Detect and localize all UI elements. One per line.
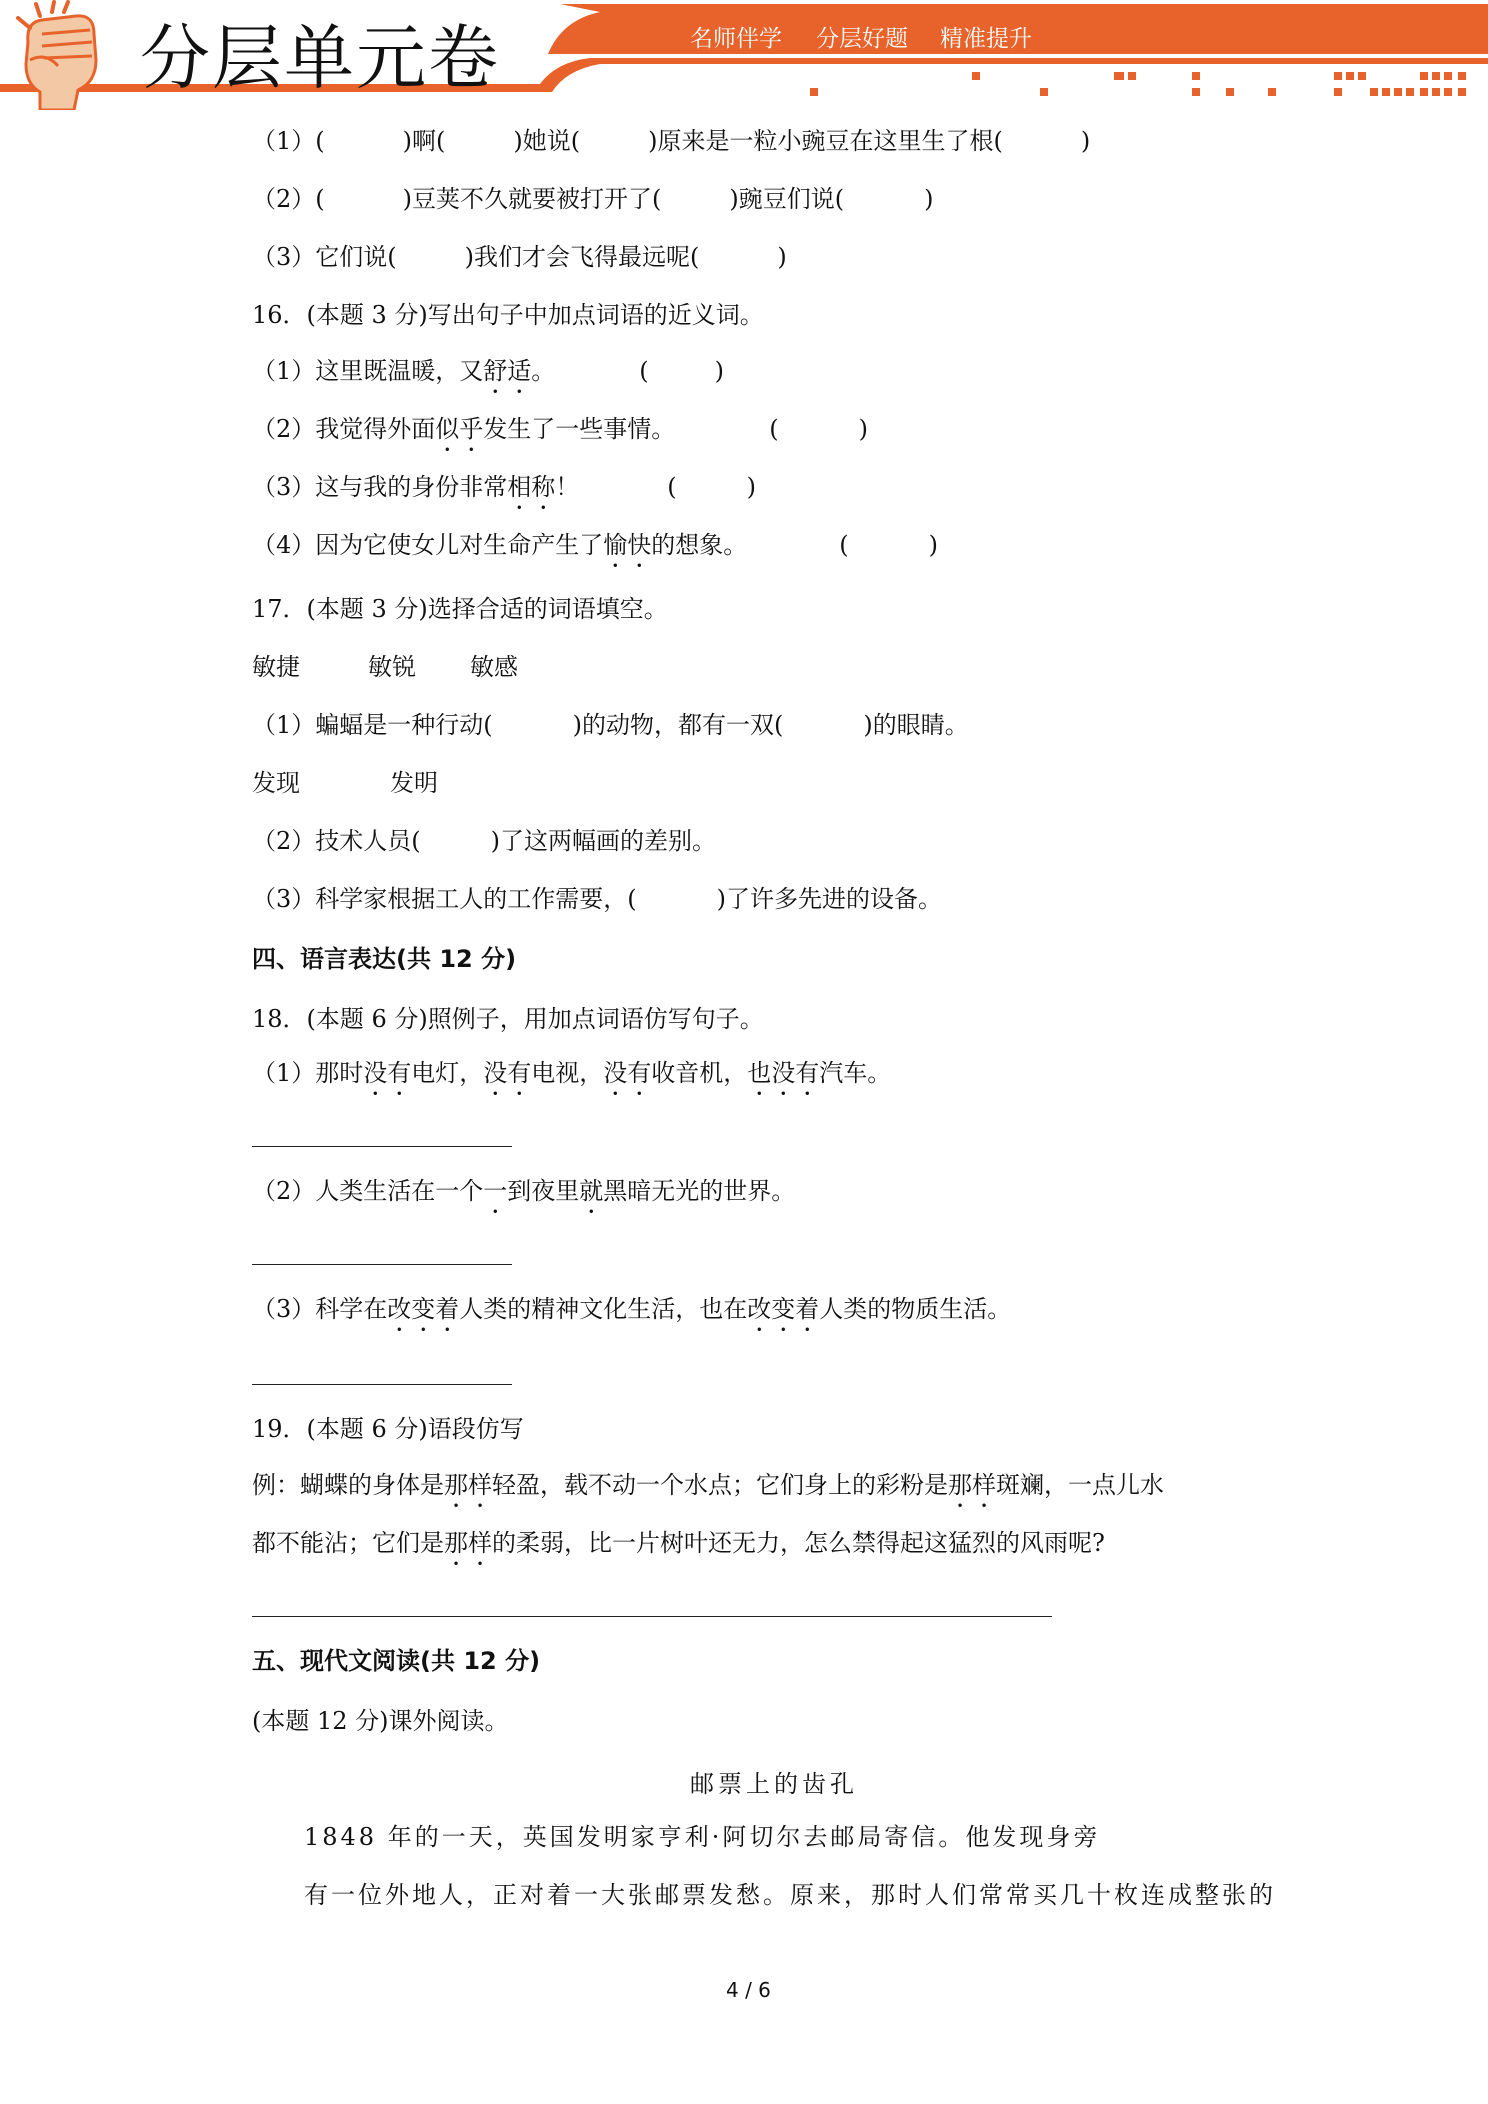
header-banner — [0, 0, 1488, 110]
reading-title: 邮票上的齿孔 — [690, 1770, 858, 1798]
fist-icon — [6, 0, 116, 110]
q15-item-3: （3）它们说( )我们才会飞得最远呢( ) — [252, 243, 787, 271]
q17-item-2: （2）技术人员( )了这两幅画的差别。 — [252, 827, 717, 855]
q17-item-1: （1）蝙蝠是一种行动( )的动物，都有一双( )的眼睛。 — [252, 711, 969, 739]
reading-intro: (本题 12 分)课外阅读。 — [252, 1707, 509, 1735]
q18-example-1: （1）那时没有电灯，没有电视，没有收音机，也没有汽车。 — [252, 1059, 892, 1087]
q19-example-line-2: 都不能沾；它们是那样的柔弱，比一片树叶还无力，怎么禁得起这猛烈的风雨呢? — [252, 1529, 1105, 1557]
header-title: 分层单元卷 — [140, 17, 500, 99]
reading-paragraph-line-2: 有一位外地人，正对着一大张邮票发愁。原来，那时人们常常买几十枚连成整张的 — [304, 1881, 1276, 1909]
q16-item-1: （1）这里既温暖，又舒适。 ( ) — [252, 357, 725, 385]
q16-stem: 16．(本题 3 分)写出句子中加点词语的近义词。 — [252, 301, 764, 329]
q15-item-2: （2）( )豆荚不久就要被打开了( )豌豆们说( ) — [252, 185, 934, 213]
section-4-heading: 四、语言表达(共 12 分) — [252, 945, 517, 973]
q16-item-2: （2）我觉得外面似乎发生了一些事情。 ( ) — [252, 415, 869, 443]
q17-word-bank-1: 敏捷 敏锐 敏感 — [252, 653, 518, 681]
slogan-2: 分层好题 — [816, 26, 908, 52]
slogan-1: 名师伴学 — [690, 26, 782, 52]
q19-example-line-1: 例：蝴蝶的身体是那样轻盈，载不动一个水点；它们身上的彩粉是那样斑斓，一点儿水 — [252, 1471, 1164, 1499]
q18-stem: 18．(本题 6 分)照例子，用加点词语仿写句子。 — [252, 1005, 764, 1033]
answer-line[interactable] — [252, 1384, 512, 1385]
section-5-heading: 五、现代文阅读(共 12 分) — [252, 1647, 541, 1675]
slogan-3: 精准提升 — [940, 26, 1032, 52]
q19-stem: 19．(本题 6 分)语段仿写 — [252, 1415, 524, 1443]
q16-item-3: （3）这与我的身份非常相称！ ( ) — [252, 473, 757, 501]
answer-line[interactable] — [252, 1146, 512, 1147]
page-number: 4 / 6 — [726, 1978, 771, 2002]
q18-example-2: （2）人类生活在一个一到夜里就黑暗无光的世界。 — [252, 1177, 796, 1205]
q15-item-1: （1）( )啊( )她说( )原来是一粒小豌豆在这里生了根( ) — [252, 127, 1091, 155]
answer-line[interactable] — [252, 1264, 512, 1265]
q17-word-bank-2: 发现 发明 — [252, 769, 438, 797]
reading-paragraph-line-1: 1848 年的一天，英国发明家亨利·阿切尔去邮局寄信。他发现身旁 — [304, 1823, 1101, 1851]
q16-item-4: （4）因为它使女儿对生命产生了愉快的想象。 ( ) — [252, 531, 939, 559]
q18-example-3: （3）科学在改变着人类的精神文化生活，也在改变着人类的物质生活。 — [252, 1295, 1012, 1323]
q17-stem: 17．(本题 3 分)选择合适的词语填空。 — [252, 595, 668, 623]
answer-line[interactable] — [252, 1616, 1052, 1617]
q17-item-3: （3）科学家根据工人的工作需要，( )了许多先进的设备。 — [252, 885, 943, 913]
